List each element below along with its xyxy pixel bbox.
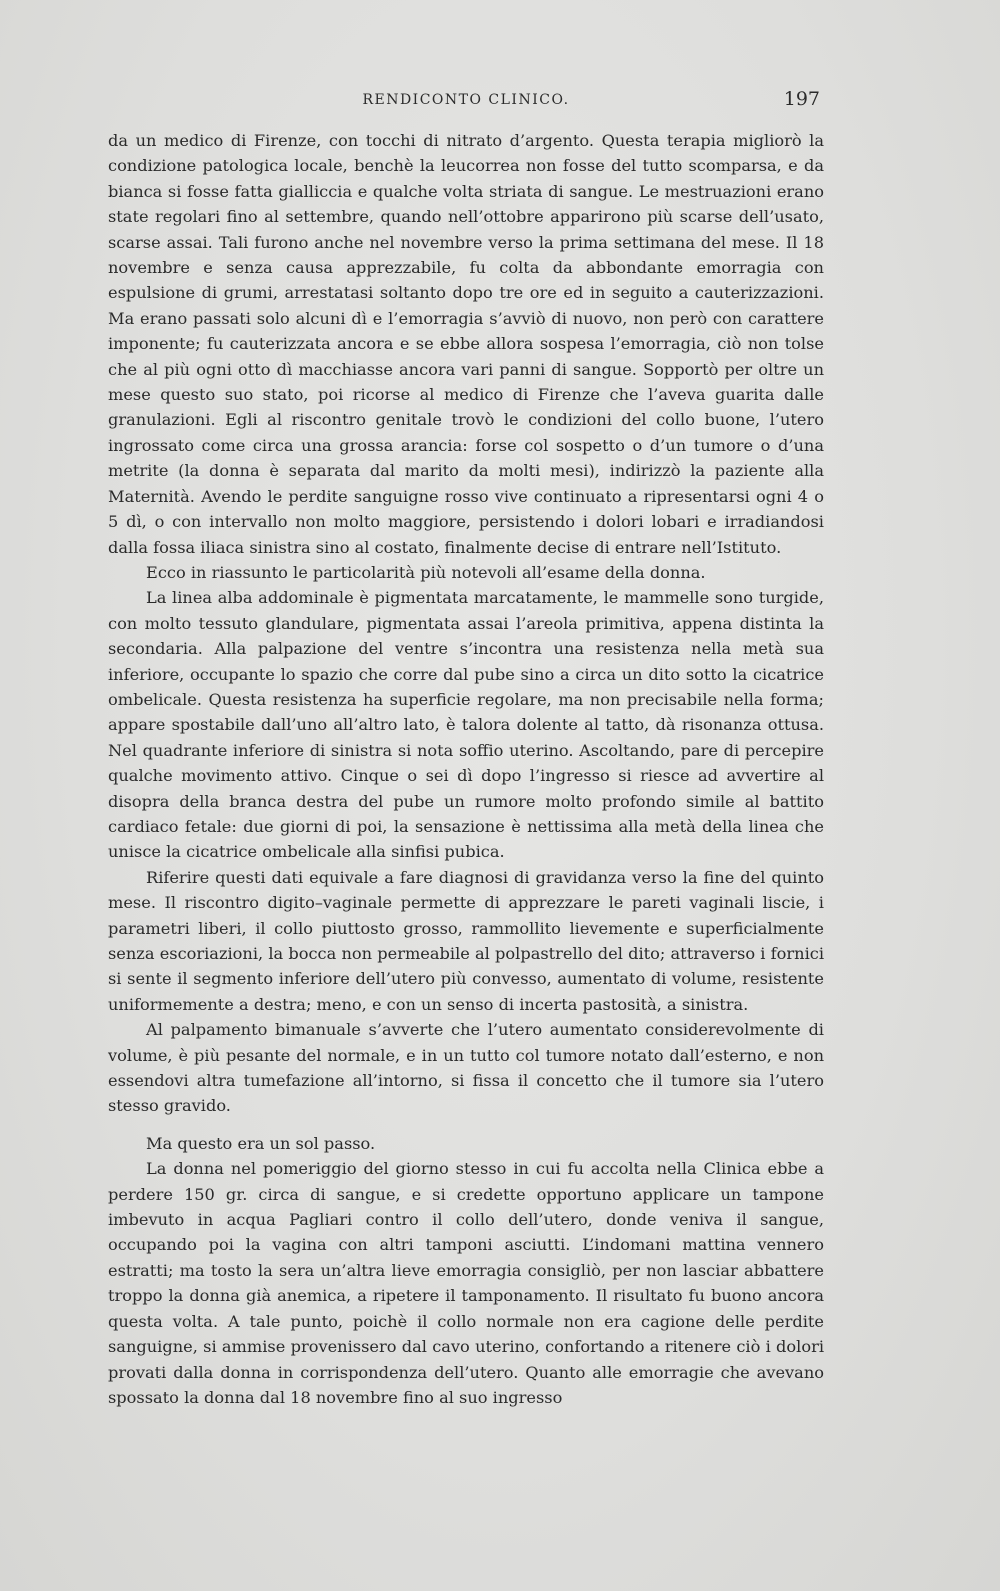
- page-header: [112, 88, 820, 118]
- running-title: RENDICONTO CLINICO.: [362, 92, 570, 108]
- paragraph-diagnosis: Riferire questi dati equivale a fare diagnosi di gravidanza verso la fine del quinto mese. Il riscontro digito–vaginale permette di apprezzare le pareti vaginali liscie, i parametri liberi, il collo piuttosto grosso, rammollito lievemente e superficialmente senza escoriazioni, la bocca non permeabile al polpastrello del dito; attraverso i fornici si sente il segmento inferiore dell’utero più convesso, aumentato di volume, resistente uniformemente a destra; meno, e con un senso di incerta pastosità, a sinistra.: [108, 867, 824, 1014]
- paragraph-exam-intro: Ecco in riassunto le particolarità più notevoli all’esame della donna.: [146, 562, 706, 582]
- paragraph-one-step: Ma questo era un sol passo.: [146, 1133, 376, 1153]
- paragraph-continuation: da un medico di Firenze, con tocchi di nitrato d’argento. Questa terapia migliorò la condizione patologica locale, benchè la leucorrea non fosse del tutto scomparsa, e da bianca si fosse fatta gialliccia e qualche volta striata di sangue. Le mestruazioni erano state regolari fino al settembre, quando nell’ottobre apparirono più scarse dell’usato, scarse assai. Tali furono anche nel novembre verso la prima settimana del mese. Il 18 novembre e senza causa apprezzabile, fu colta da abbondante emorragia con espulsione di grumi, arrestatasi soltanto dopo tre ore ed in seguito a cauterizzazioni. Ma erano passati solo alcuni dì e l’emorragia s’avviò di nuovo, non però con carattere imponente; fu cauterizzata ancora e se ebbe allora sospesa l’emorragia, ciò non tolse che al più ogni otto dì macchiasse ancora vari panni di sangue. Sopportò per oltre un mese questo suo stato, poi ricorse al medico di Firenze che l’aveva guarita dalle granulazioni. Egli al riscontro genitale trovò le condizioni del collo buone, l’utero ingrossato come circa una grossa arancia: forse col sospetto o d’un tumore o d’una metrite (la donna è separata dal marito da molti mesi), indirizzò la paziente alla Maternità. Avendo le perdite sanguigne rosso vive continuato a ripresentarsi ogni 4 o 5 dì, o con intervallo non molto maggiore, persistendo i dolori lobari e irradiandosi dalla fossa iliaca sinistra sino al costato, finalmente decise di entrare nell’Istituto.: [108, 131, 824, 557]
- paragraph-abdominal-exam: La linea alba addominale è pigmentata marcatamente, le mammelle sono turgide, con molto tessuto glandulare, pigmentata assai l’areola primitiva, appena distinta la secondaria. Alla palpazione del ventre s’incontra una resistenza nella metà sua inferiore, occupante lo spazio che corre dal pube sino a circa un dito sotto la cicatrice ombelicale. Questa resistenza ha superficie regolare, ma non precisabile nella forma; appare spostabile dall’uno all’altro lato, è talora dolente al tatto, dà risonanza ottusa. Nel quadrante inferiore di sinistra si nota soffio uterino. Ascoltando, pare di percepire qualche movimento attivo. Cinque o sei dì dopo l’ingresso si riesce ad avvertire al disopra della branca destra del pube un rumore molto profondo simile al battito cardiaco fetale: due giorni di poi, la sensazione è nettissima alla metà della linea che unisce la cicatrice ombelicale alla sinfisi pubica.: [108, 588, 824, 862]
- paragraph-hemorrhage: La donna nel pomeriggio del giorno stesso in cui fu accolta nella Clinica ebbe a perdere 150 gr. circa di sangue, e si credette opportuno applicare un tampone imbevuto in acqua Pagliari contro il collo dell’utero, donde veniva il sangue, occupando poi la vagina con altri tamponi asciutti. L’indomani mattina vennero estratti; ma tosto la sera un’altra lieve emorragia consigliò, per non lasciar abbattere troppo la donna già anemica, a ripetere il tamponamento. Il risultato fu buono ancora questa volta. A tale punto, poichè il collo normale non era cagione delle perdite sanguigne, si ammise provenissero dal cavo uterino, confortando a ritenere ciò i dolori provati dalla donna in corrispondenza dell’utero. Quanto alle emorragie che avevano spossato la donna dal 18 novembre fino al suo ingresso: [108, 1159, 824, 1407]
- page-number: 197: [783, 88, 820, 110]
- paragraph-bimanual-exam: Al palpamento bimanuale s’avverte che l’utero aumentato considerevolmente di volume, è più pesante del normale, e in un tutto col tumore notato dall’esterno, e non essendovi altra tumefazione all’intorno, si fissa il concetto che il tumore sia l’utero stesso gravido.: [108, 1020, 824, 1116]
- body-text: [108, 128, 824, 1410]
